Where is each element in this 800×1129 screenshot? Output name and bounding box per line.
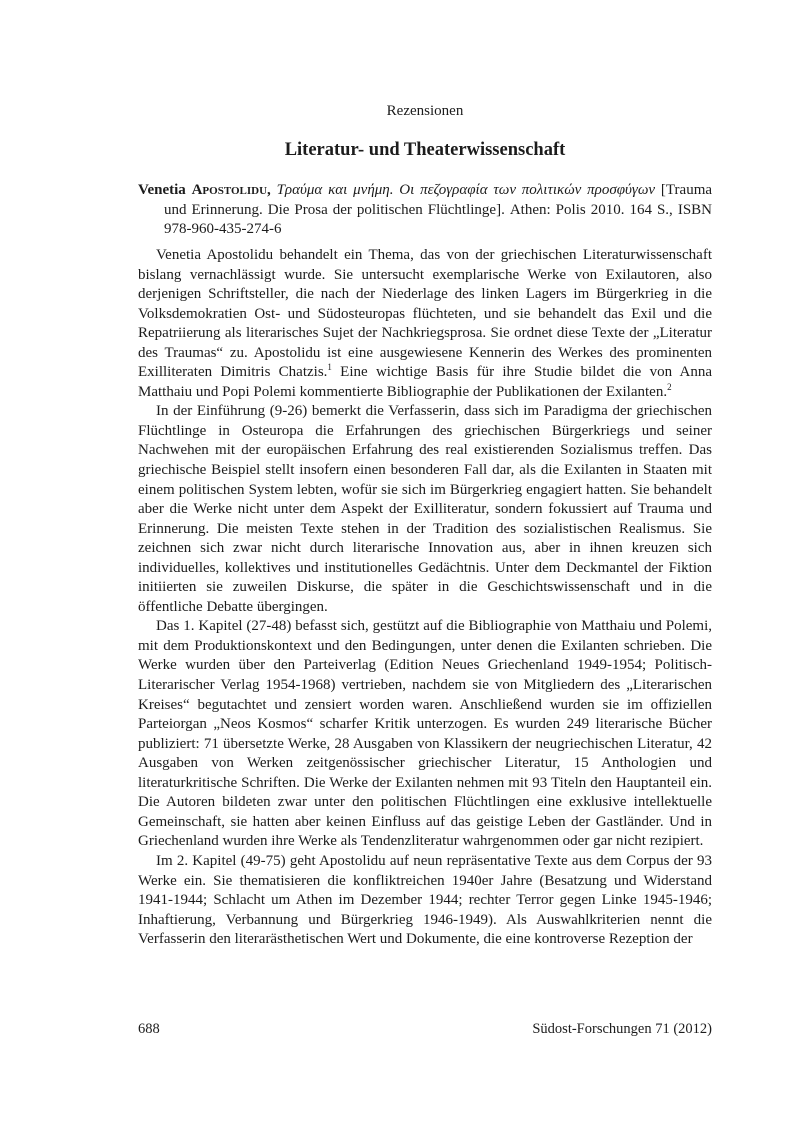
paragraph-text: Venetia Apostolidu behandelt ein Thema, das von der griechischen Literaturwissenschaft bislang vernachlässigt wurde. Sie untersucht exemplarische Werke von Exilautoren, also derjenigen Schriftsteller, die nach der Niederlage des linken Lagers im Bürgerkrieg in die Volksdemokratien Ost- und Südosteuropas flüchteten, und sie behandelt das Exil und die Repatriierung als literarisches Sujet der Nachkriegsprosa. Sie ordnet diese Texte der „Literatur des Traumas“ zu. Apostolidu ist eine ausgewiesene Kennerin des Werkes des prominenten Exilliteraten Dimitris Chatzis. xyxy=(138,247,712,381)
review-title-translation: [Trauma und Erinnerung. Die Prosa der politischen Flüchtlinge]. xyxy=(164,182,713,218)
review-book-title: Τραύμα και μνήμη. Οι πεζογραφία των πολιτικών προσφύγων xyxy=(276,182,656,198)
paragraph-text: Eine wichtige Basis für ihre Studie bildet die von Anna Matthaiu und Popi Polemi kommentierte Bibliographie der Publikationen der Exilanten. xyxy=(138,364,713,400)
section-title: Literatur- und Theaterwissenschaft xyxy=(284,140,566,160)
review-body xyxy=(138,246,712,950)
running-head: Rezensionen xyxy=(386,103,464,119)
review-author-last: Apostolidu xyxy=(191,182,268,198)
review-publication-info: Athen: Polis 2010. 164 S., ISBN 978-960-435-274-6 xyxy=(164,201,712,238)
footnote-marker: 2 xyxy=(667,381,672,392)
body-paragraph: In der Einführung (9-26) bemerkt die Verfasserin, dass sich im Paradigma der griechischen Flüchtlinge in Osteuropa die Erfahrungen des griechischen Bürgerkriegs und seiner Nachwehen mit der europäischen Erfahrung des real existierenden Sozialismus treffen. Das griechische Beispiel stellt insofern einen besonderen Fall dar, als die Exilanten in Staaten mit einem politischen System lebten, wofür sie sich im Bürgerkrieg engagiert hatten. Sie behandelt aber die Werke nicht unter dem Aspekt der Exilliteratur, sondern fokussiert auf Trauma und Erinnerung. Die meisten Texte stehen in der Tradition des sozialistischen Realismus. Sie zeichnen sich zwar nicht durch literarische Innovation aus, aber in ihnen kreuzen sich individuelles, kollektives und institutionelles Gedächtnis. Unter dem Deckmantel der Fiktion initiierten sie zuweilen Diskurse, die später in die Geschichtswissenschaft und in die öffentliche Debatte übergingen. xyxy=(138,403,712,615)
page-number: 688 xyxy=(138,1021,160,1037)
footnote-marker: 1 xyxy=(327,362,332,373)
journal-citation: Südost-Forschungen 71 (2012) xyxy=(532,1021,712,1037)
body-paragraph: Das 1. Kapitel (27-48) befasst sich, gestützt auf die Bibliographie von Matthaiu und Polemi, mit dem Produktionskontext und den Bedingungen, unter denen die Exilanten schrieben. Die Werke wurden über den Parteiverlag (Edition Neues Griechenland 1949-1954; Politisch-Literarischer Verlag 1954-1968) vertrieben, nachdem sie von Mitgliedern des „Literarischen Kreises“ begutachtet und zensiert worden waren. Anschließend wurden sie im offiziellen Parteiorgan „Neos Kosmos“ scharfer Kritik unterzogen. Es wurden 249 literarische Bücher publiziert: 71 übersetzte Werke, 28 Ausgaben von Klassikern der neugriechischen Literatur, 42 Ausgaben von Werken zeitgenössischer griechischer Literatur, 15 Anthologien und literaturkritische Schriften. Die Werke der Exilanten nehmen mit 93 Titeln den Hauptanteil ein. Die Autoren bildeten zwar unter den politischen Flüchtlingen eine exklusive intellektuelle Gemeinschaft, sie hatten aber keinen Einfluss auf das geistige Leben der Gastländer. Und in Griechenland wurden ihre Werke als Tendenzliteratur wahrgenommen oder gar nicht rezipiert. xyxy=(138,618,712,850)
review-author-first: Venetia xyxy=(138,182,186,198)
body-paragraph: Im 2. Kapitel (49-75) geht Apostolidu auf neun repräsentative Texte aus dem Corpus der 93 Werke ein. Sie thematisieren die konfliktreichen 1940er Jahre (Besatzung und Widerstand 1941-1944; Schlacht um Athen im Dezember 1944; rechter Terror gegen Linke 1945-1946; Inhaftierung, Verbannung und Bürgerkrieg 1946-1949). Als Auswahlkriterien nennt die Verfasserin den literarästhetischen Wert und Dokumente, die eine kontroverse Rezeption der xyxy=(138,852,712,948)
body-paragraph xyxy=(138,246,712,402)
document-page xyxy=(138,0,712,1129)
review-bibliographic-entry: Venetia Apostolidu, Τραύμα και μνήμη. Οι πεζογραφία των πολιτικών προσφύγων [Trauma und Erinnerung. Die Prosa der politischen Flüchtlinge]. Athen: Polis 2010. 164 S., ISBN 978-960-435-274-6 xyxy=(138,182,713,238)
